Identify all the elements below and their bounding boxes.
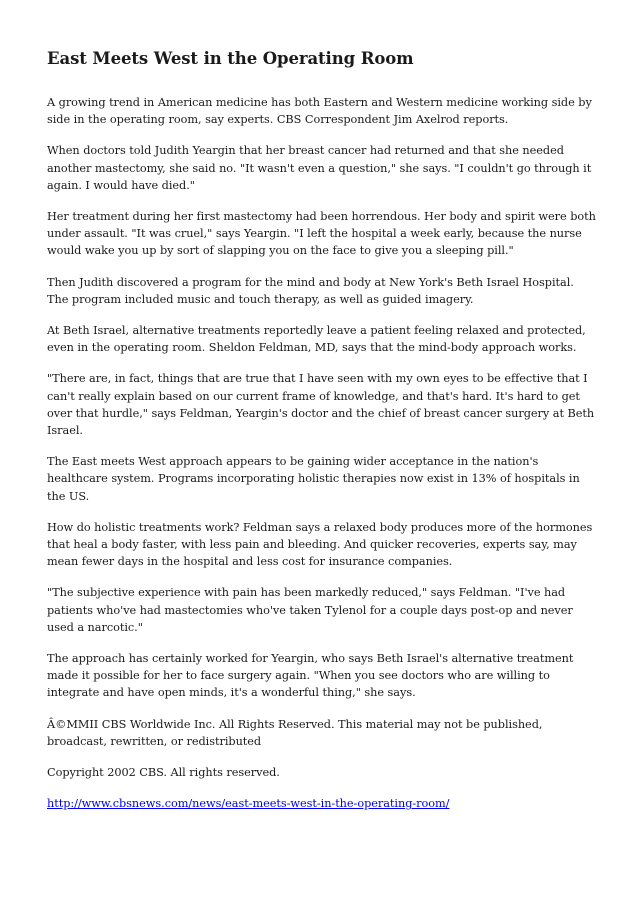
paragraph: The East meets West approach appears to be gaining wider acceptance in the nation's healthcare system. Programs incorporating holistic therapies now exist in 13% of hospitals in the US. [47,455,580,503]
paragraph: When doctors told Judith Yeargin that her breast cancer had returned and that she needed another mastectomy, she said no. "It wasn't even a question," she says. "I couldn't go through it again. I would have died." [47,144,592,192]
source-link[interactable]: http://www.cbsnews.com/news/east-meets-west-in-the-operating-room/ [47,797,450,811]
paragraph: Her treatment during her first mastectomy had been horrendous. Her body and spirit were both under assault. "It was cruel," says Yeargin. "I left the hospital a week early, because the nurse would wake you up by sort of slapping you on the face to give you a sleeping pill." [47,210,596,258]
paragraph: How do holistic treatments work? Feldman says a relaxed body produces more of the hormones that heal a body faster, with less pain and bleeding. And quicker recoveries, experts say, may mean fewer days in the hospital and less cost for insurance companies. [47,520,593,569]
copyright-notice: Â©MMII CBS Worldwide Inc. All Rights Reserved. This material may not be published, broadcast, rewritten, or redistributed [47,717,543,748]
document-page [47,48,597,827]
paragraph-intro: A growing trend in American medicine has both Eastern and Western medicine working side by side in the operating room, say experts. CBS Correspondent Jim Axelrod reports. [47,96,592,127]
paragraph: "There are, in fact, things that are true that I have seen with my own eyes to be effective that I can't really explain based on our current frame of knowledge, and that's hard. It's hard to get over that hurdle," says Feldman, Yeargin's doctor and the chief of breast cancer surgery at Beth Israel. [47,372,595,438]
source-link-container [47,795,597,812]
paragraph: "The subjective experience with pain has been markedly reduced," says Feldman. "I've had patients who've had mastectomies who've taken Tylenol for a couple days post-op and never used a narcotic." [47,586,573,634]
paragraph: At Beth Israel, alternative treatments reportedly leave a patient feeling relaxed and protected, even in the operating room. Sheldon Feldman, MD, says that the mind-body approach works. [47,324,586,355]
article-title: East Meets West in the Operating Room [47,49,414,68]
paragraph: Then Judith discovered a program for the mind and body at New York's Beth Israel Hospital. The program included music and touch therapy, as well as guided imagery. [47,275,574,306]
paragraph: The approach has certainly worked for Yeargin, who says Beth Israel's alternative treatment made it possible for her to face surgery again. "When you see doctors who are willing to integrate and have open minds, it's a wonderful thing," she says. [47,652,574,700]
copyright-line: Copyright 2002 CBS. All rights reserved. [47,766,280,780]
